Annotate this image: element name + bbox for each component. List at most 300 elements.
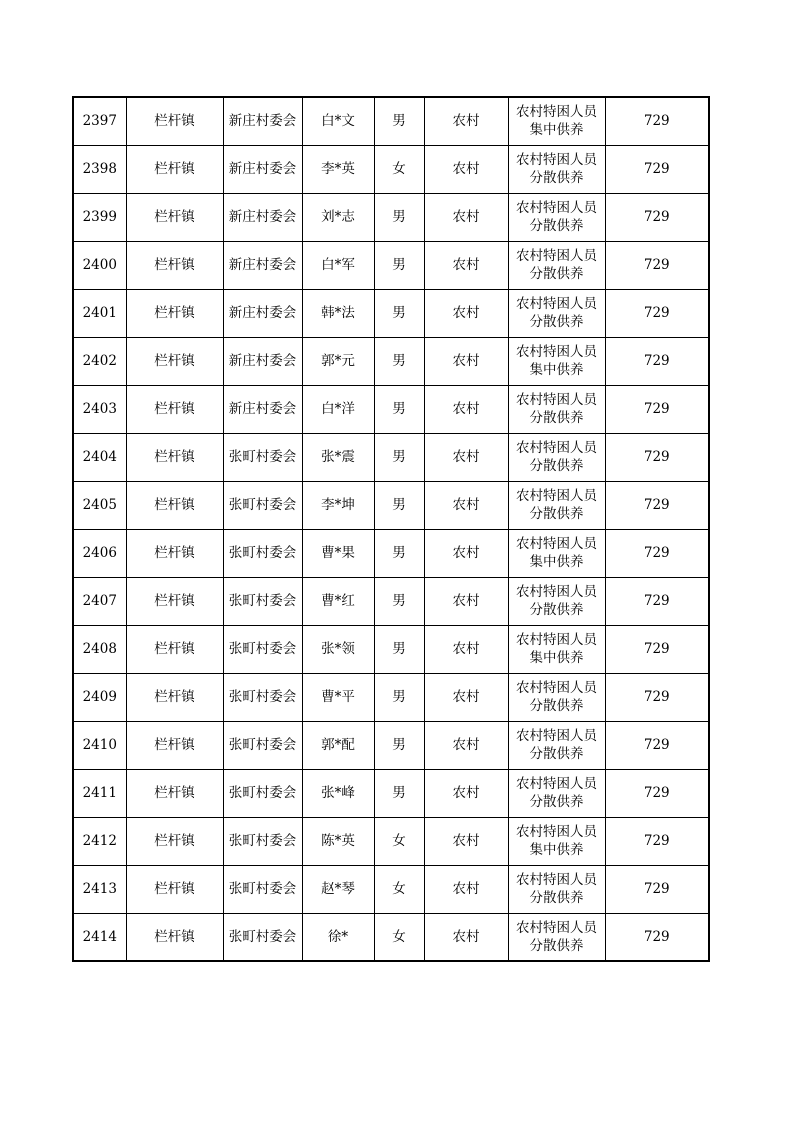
person-name-cell xyxy=(302,769,374,817)
area-type-cell-text: 农村 xyxy=(452,593,480,609)
sex-cell xyxy=(374,625,424,673)
town-cell-text: 栏杆镇 xyxy=(154,305,195,321)
table-row xyxy=(73,625,709,673)
town-cell-text: 栏杆镇 xyxy=(154,449,195,465)
area-type-cell-text: 农村 xyxy=(452,497,480,513)
support-category-cell xyxy=(508,241,605,289)
person-name-cell-text: 李*英 xyxy=(321,161,355,177)
support-category-cell-text: 农村特困人员分散供养 xyxy=(516,680,597,714)
table-row xyxy=(73,289,709,337)
village-committee-cell-text: 新庄村委会 xyxy=(228,401,297,417)
support-category-cell-text: 农村特困人员集中供养 xyxy=(516,824,597,858)
village-committee-cell-text: 新庄村委会 xyxy=(228,305,297,321)
area-type-cell-text: 农村 xyxy=(452,113,480,130)
amount-cell-text: 729 xyxy=(643,833,670,849)
serial-number-cell xyxy=(73,145,126,193)
town-cell xyxy=(126,865,223,913)
town-cell xyxy=(126,289,223,337)
town-cell xyxy=(126,385,223,433)
town-cell xyxy=(126,577,223,625)
support-category-cell-text: 农村特困人员集中供养 xyxy=(516,536,597,570)
sex-cell xyxy=(374,577,424,625)
sex-cell xyxy=(374,289,424,337)
table-row xyxy=(73,193,709,241)
sex-cell-text: 男 xyxy=(392,353,406,369)
serial-number-cell xyxy=(73,241,126,289)
amount-cell-text: 729 xyxy=(643,401,670,417)
serial-number-cell-text: 2413 xyxy=(82,881,117,897)
amount-cell-text: 729 xyxy=(643,161,670,177)
serial-number-cell xyxy=(73,625,126,673)
amount-cell-text: 729 xyxy=(643,209,670,225)
table-row xyxy=(73,145,709,193)
support-category-cell xyxy=(508,433,605,481)
serial-number-cell-text: 2401 xyxy=(82,305,117,321)
area-type-cell xyxy=(424,673,508,721)
person-name-cell xyxy=(302,865,374,913)
support-category-cell-text: 农村特困人员集中供养 xyxy=(516,344,597,378)
table-row xyxy=(73,673,709,721)
support-category-cell xyxy=(508,769,605,817)
sex-cell-text: 男 xyxy=(392,449,406,465)
support-category-cell-text: 农村特困人员分散供养 xyxy=(516,728,597,762)
town-cell xyxy=(126,721,223,769)
amount-cell-text: 729 xyxy=(643,449,670,465)
sex-cell xyxy=(374,865,424,913)
serial-number-cell xyxy=(73,337,126,385)
person-name-cell-text: 张*震 xyxy=(321,449,355,465)
sex-cell xyxy=(374,241,424,289)
serial-number-cell xyxy=(73,481,126,529)
serial-number-cell-text: 2405 xyxy=(82,497,117,513)
table-row xyxy=(73,385,709,433)
sex-cell-text: 女 xyxy=(392,833,406,849)
serial-number-cell-text: 2409 xyxy=(82,689,117,705)
town-cell xyxy=(126,145,223,193)
table-row xyxy=(73,577,709,625)
area-type-cell-text: 农村 xyxy=(452,737,480,753)
town-cell-text: 栏杆镇 xyxy=(154,257,195,273)
serial-number-cell xyxy=(73,673,126,721)
sex-cell xyxy=(374,337,424,385)
beneficiary-table xyxy=(72,96,710,962)
person-name-cell xyxy=(302,817,374,865)
support-category-cell xyxy=(508,577,605,625)
area-type-cell xyxy=(424,529,508,577)
table-row xyxy=(73,97,709,145)
area-type-cell-text: 农村 xyxy=(452,449,480,465)
village-committee-cell-text: 张町村委会 xyxy=(228,545,297,561)
person-name-cell xyxy=(302,241,374,289)
person-name-cell xyxy=(302,97,374,145)
area-type-cell xyxy=(424,145,508,193)
area-type-cell-text: 农村 xyxy=(452,928,480,945)
amount-cell xyxy=(605,193,709,241)
support-category-cell-text: 农村特困人员分散供养 xyxy=(516,919,597,954)
area-type-cell-text: 农村 xyxy=(452,833,480,849)
amount-cell-text: 729 xyxy=(643,353,670,369)
sex-cell xyxy=(374,97,424,145)
town-cell xyxy=(126,481,223,529)
village-committee-cell xyxy=(223,769,302,817)
support-category-cell xyxy=(508,385,605,433)
amount-cell-text: 729 xyxy=(643,545,670,561)
support-category-cell-text: 农村特困人员分散供养 xyxy=(516,248,597,282)
area-type-cell-text: 农村 xyxy=(452,689,480,705)
village-committee-cell-text: 新庄村委会 xyxy=(228,353,297,369)
village-committee-cell-text: 张町村委会 xyxy=(228,737,297,753)
village-committee-cell xyxy=(223,673,302,721)
sex-cell-text: 男 xyxy=(392,113,406,130)
town-cell xyxy=(126,337,223,385)
town-cell xyxy=(126,97,223,145)
area-type-cell xyxy=(424,193,508,241)
village-committee-cell-text: 张町村委会 xyxy=(228,785,297,801)
sex-cell-text: 女 xyxy=(392,161,406,177)
amount-cell-text: 729 xyxy=(643,497,670,513)
person-name-cell-text: 郭*配 xyxy=(321,737,355,753)
person-name-cell-text: 刘*志 xyxy=(321,209,355,225)
support-category-cell xyxy=(508,289,605,337)
serial-number-cell-text: 2398 xyxy=(82,161,117,177)
support-category-cell-text: 农村特困人员集中供养 xyxy=(516,632,597,666)
serial-number-cell-text: 2400 xyxy=(82,257,117,273)
town-cell xyxy=(126,433,223,481)
support-category-cell xyxy=(508,481,605,529)
person-name-cell xyxy=(302,577,374,625)
village-committee-cell xyxy=(223,193,302,241)
support-category-cell xyxy=(508,913,605,961)
amount-cell-text: 729 xyxy=(643,881,670,897)
support-category-cell-text: 农村特困人员分散供养 xyxy=(516,488,597,522)
serial-number-cell-text: 2397 xyxy=(82,113,117,130)
village-committee-cell xyxy=(223,97,302,145)
person-name-cell xyxy=(302,193,374,241)
support-category-cell-text: 农村特困人员分散供养 xyxy=(516,584,597,618)
table-row xyxy=(73,865,709,913)
serial-number-cell-text: 2406 xyxy=(82,545,117,561)
person-name-cell xyxy=(302,337,374,385)
area-type-cell xyxy=(424,721,508,769)
village-committee-cell xyxy=(223,145,302,193)
amount-cell xyxy=(605,865,709,913)
town-cell-text: 栏杆镇 xyxy=(154,593,195,609)
person-name-cell-text: 郭*元 xyxy=(321,353,355,369)
serial-number-cell xyxy=(73,769,126,817)
serial-number-cell-text: 2407 xyxy=(82,593,117,609)
area-type-cell-text: 农村 xyxy=(452,545,480,561)
area-type-cell-text: 农村 xyxy=(452,401,480,417)
amount-cell xyxy=(605,769,709,817)
table-row xyxy=(73,433,709,481)
person-name-cell xyxy=(302,721,374,769)
area-type-cell-text: 农村 xyxy=(452,161,480,177)
sex-cell xyxy=(374,433,424,481)
sex-cell xyxy=(374,913,424,961)
serial-number-cell xyxy=(73,433,126,481)
village-committee-cell xyxy=(223,481,302,529)
table-body xyxy=(73,97,709,961)
village-committee-cell xyxy=(223,817,302,865)
village-committee-cell-text: 张町村委会 xyxy=(228,928,297,945)
sex-cell-text: 男 xyxy=(392,641,406,657)
serial-number-cell xyxy=(73,721,126,769)
town-cell-text: 栏杆镇 xyxy=(154,881,195,897)
serial-number-cell-text: 2399 xyxy=(82,209,117,225)
person-name-cell xyxy=(302,433,374,481)
town-cell-text: 栏杆镇 xyxy=(154,161,195,177)
town-cell-text: 栏杆镇 xyxy=(154,785,195,801)
serial-number-cell xyxy=(73,193,126,241)
person-name-cell-text: 张*领 xyxy=(321,641,355,657)
sex-cell-text: 男 xyxy=(392,593,406,609)
serial-number-cell xyxy=(73,289,126,337)
person-name-cell xyxy=(302,913,374,961)
table-row xyxy=(73,913,709,961)
town-cell-text: 栏杆镇 xyxy=(154,928,195,945)
sex-cell-text: 男 xyxy=(392,545,406,561)
sex-cell-text: 男 xyxy=(392,737,406,753)
town-cell xyxy=(126,529,223,577)
person-name-cell xyxy=(302,625,374,673)
village-committee-cell xyxy=(223,577,302,625)
support-category-cell-text: 农村特困人员分散供养 xyxy=(516,152,597,186)
village-committee-cell-text: 新庄村委会 xyxy=(228,209,297,225)
serial-number-cell-text: 2411 xyxy=(82,785,117,801)
village-committee-cell xyxy=(223,433,302,481)
support-category-cell xyxy=(508,865,605,913)
person-name-cell-text: 曹*平 xyxy=(321,689,355,705)
serial-number-cell-text: 2408 xyxy=(82,641,117,657)
town-cell-text: 栏杆镇 xyxy=(154,689,195,705)
town-cell-text: 栏杆镇 xyxy=(154,113,195,130)
town-cell-text: 栏杆镇 xyxy=(154,833,195,849)
serial-number-cell xyxy=(73,913,126,961)
sex-cell xyxy=(374,673,424,721)
village-committee-cell xyxy=(223,289,302,337)
town-cell-text: 栏杆镇 xyxy=(154,209,195,225)
sex-cell-text: 男 xyxy=(392,305,406,321)
amount-cell-text: 729 xyxy=(643,113,670,130)
sex-cell xyxy=(374,817,424,865)
amount-cell xyxy=(605,145,709,193)
person-name-cell-text: 赵*琴 xyxy=(321,881,355,897)
town-cell xyxy=(126,193,223,241)
village-committee-cell xyxy=(223,385,302,433)
area-type-cell xyxy=(424,337,508,385)
support-category-cell xyxy=(508,529,605,577)
area-type-cell xyxy=(424,97,508,145)
support-category-cell xyxy=(508,145,605,193)
amount-cell xyxy=(605,385,709,433)
serial-number-cell xyxy=(73,385,126,433)
serial-number-cell-text: 2403 xyxy=(82,401,117,417)
village-committee-cell-text: 新庄村委会 xyxy=(228,257,297,273)
town-cell xyxy=(126,673,223,721)
table-row xyxy=(73,337,709,385)
village-committee-cell-text: 张町村委会 xyxy=(228,497,297,513)
person-name-cell-text: 曹*红 xyxy=(321,593,355,609)
village-committee-cell xyxy=(223,529,302,577)
person-name-cell-text: 陈*英 xyxy=(321,833,355,849)
amount-cell xyxy=(605,241,709,289)
support-category-cell xyxy=(508,97,605,145)
amount-cell-text: 729 xyxy=(643,689,670,705)
sex-cell xyxy=(374,721,424,769)
amount-cell xyxy=(605,673,709,721)
village-committee-cell xyxy=(223,625,302,673)
village-committee-cell-text: 张町村委会 xyxy=(228,689,297,705)
village-committee-cell-text: 张町村委会 xyxy=(228,833,297,849)
village-committee-cell xyxy=(223,337,302,385)
serial-number-cell-text: 2402 xyxy=(82,353,117,369)
sex-cell xyxy=(374,193,424,241)
serial-number-cell xyxy=(73,577,126,625)
amount-cell xyxy=(605,289,709,337)
support-category-cell-text: 农村特困人员集中供养 xyxy=(516,104,597,139)
village-committee-cell xyxy=(223,721,302,769)
sex-cell-text: 男 xyxy=(392,257,406,273)
area-type-cell-text: 农村 xyxy=(452,785,480,801)
area-type-cell-text: 农村 xyxy=(452,641,480,657)
serial-number-cell xyxy=(73,817,126,865)
sex-cell-text: 男 xyxy=(392,785,406,801)
table-row xyxy=(73,721,709,769)
person-name-cell xyxy=(302,385,374,433)
town-cell-text: 栏杆镇 xyxy=(154,545,195,561)
sex-cell-text: 男 xyxy=(392,689,406,705)
town-cell xyxy=(126,625,223,673)
person-name-cell-text: 白*洋 xyxy=(321,401,355,417)
area-type-cell xyxy=(424,817,508,865)
sex-cell-text: 男 xyxy=(392,401,406,417)
village-committee-cell-text: 新庄村委会 xyxy=(228,161,297,177)
town-cell-text: 栏杆镇 xyxy=(154,641,195,657)
table-row xyxy=(73,481,709,529)
support-category-cell xyxy=(508,337,605,385)
support-category-cell xyxy=(508,625,605,673)
serial-number-cell-text: 2412 xyxy=(82,833,117,849)
village-committee-cell-text: 张町村委会 xyxy=(228,641,297,657)
person-name-cell-text: 徐* xyxy=(327,928,349,945)
amount-cell xyxy=(605,625,709,673)
serial-number-cell-text: 2410 xyxy=(82,737,117,753)
amount-cell-text: 729 xyxy=(643,928,670,945)
sex-cell-text: 女 xyxy=(392,881,406,897)
area-type-cell-text: 农村 xyxy=(452,353,480,369)
sex-cell-text: 女 xyxy=(392,928,406,945)
sex-cell-text: 男 xyxy=(392,497,406,513)
area-type-cell xyxy=(424,385,508,433)
amount-cell-text: 729 xyxy=(643,737,670,753)
town-cell xyxy=(126,817,223,865)
person-name-cell xyxy=(302,145,374,193)
amount-cell-text: 729 xyxy=(643,305,670,321)
sex-cell xyxy=(374,481,424,529)
town-cell-text: 栏杆镇 xyxy=(154,737,195,753)
village-committee-cell-text: 张町村委会 xyxy=(228,881,297,897)
person-name-cell xyxy=(302,481,374,529)
area-type-cell xyxy=(424,913,508,961)
support-category-cell-text: 农村特困人员分散供养 xyxy=(516,200,597,234)
village-committee-cell xyxy=(223,913,302,961)
support-category-cell xyxy=(508,673,605,721)
table-row xyxy=(73,241,709,289)
person-name-cell-text: 曹*果 xyxy=(321,545,355,561)
support-category-cell xyxy=(508,721,605,769)
support-category-cell-text: 农村特困人员分散供养 xyxy=(516,392,597,426)
support-category-cell-text: 农村特困人员分散供养 xyxy=(516,440,597,474)
area-type-cell xyxy=(424,625,508,673)
town-cell-text: 栏杆镇 xyxy=(154,497,195,513)
town-cell-text: 栏杆镇 xyxy=(154,401,195,417)
person-name-cell-text: 张*峰 xyxy=(321,785,355,801)
person-name-cell xyxy=(302,289,374,337)
area-type-cell xyxy=(424,769,508,817)
serial-number-cell xyxy=(73,865,126,913)
sex-cell xyxy=(374,385,424,433)
amount-cell xyxy=(605,721,709,769)
person-name-cell xyxy=(302,529,374,577)
person-name-cell-text: 白*军 xyxy=(321,257,355,273)
serial-number-cell xyxy=(73,529,126,577)
person-name-cell-text: 李*坤 xyxy=(321,497,355,513)
amount-cell xyxy=(605,529,709,577)
sex-cell xyxy=(374,769,424,817)
amount-cell xyxy=(605,817,709,865)
support-category-cell xyxy=(508,193,605,241)
town-cell xyxy=(126,913,223,961)
amount-cell xyxy=(605,337,709,385)
amount-cell-text: 729 xyxy=(643,785,670,801)
sex-cell-text: 男 xyxy=(392,209,406,225)
amount-cell xyxy=(605,913,709,961)
amount-cell-text: 729 xyxy=(643,593,670,609)
support-category-cell-text: 农村特困人员分散供养 xyxy=(516,872,597,906)
serial-number-cell xyxy=(73,97,126,145)
person-name-cell-text: 韩*法 xyxy=(321,305,355,321)
area-type-cell xyxy=(424,577,508,625)
area-type-cell xyxy=(424,865,508,913)
amount-cell-text: 729 xyxy=(643,257,670,273)
area-type-cell-text: 农村 xyxy=(452,881,480,897)
support-category-cell-text: 农村特困人员分散供养 xyxy=(516,776,597,810)
sex-cell xyxy=(374,529,424,577)
amount-cell xyxy=(605,97,709,145)
area-type-cell-text: 农村 xyxy=(452,305,480,321)
area-type-cell-text: 农村 xyxy=(452,257,480,273)
serial-number-cell-text: 2414 xyxy=(82,928,117,945)
area-type-cell-text: 农村 xyxy=(452,209,480,225)
village-committee-cell-text: 张町村委会 xyxy=(228,449,297,465)
amount-cell xyxy=(605,481,709,529)
area-type-cell xyxy=(424,289,508,337)
table-row xyxy=(73,529,709,577)
amount-cell xyxy=(605,433,709,481)
village-committee-cell-text: 张町村委会 xyxy=(228,593,297,609)
table-row xyxy=(73,817,709,865)
town-cell-text: 栏杆镇 xyxy=(154,353,195,369)
support-category-cell-text: 农村特困人员分散供养 xyxy=(516,296,597,330)
town-cell xyxy=(126,769,223,817)
area-type-cell xyxy=(424,433,508,481)
support-category-cell xyxy=(508,817,605,865)
person-name-cell xyxy=(302,673,374,721)
area-type-cell xyxy=(424,241,508,289)
table-row xyxy=(73,769,709,817)
village-committee-cell xyxy=(223,241,302,289)
town-cell xyxy=(126,241,223,289)
